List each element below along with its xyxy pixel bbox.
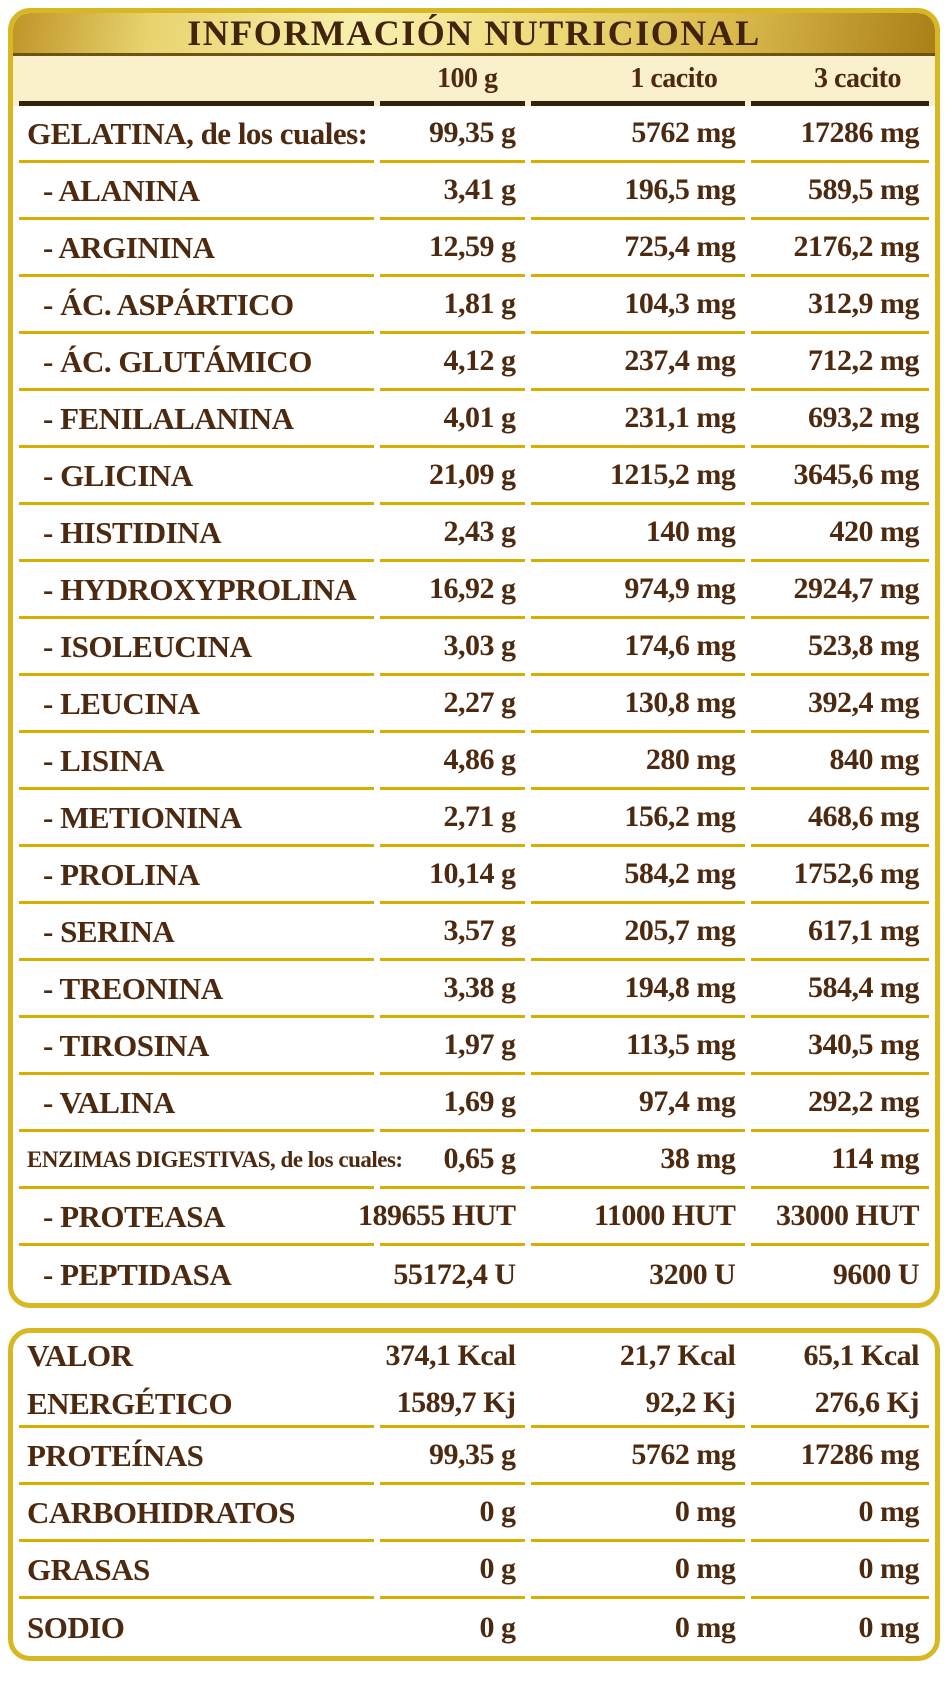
value-100g: 0 g — [380, 1485, 526, 1542]
value-3-cacito: 312,9 mg — [751, 277, 929, 334]
table-row — [13, 1599, 935, 1656]
value-1-cacito: 974,9 mg — [531, 562, 745, 619]
value-3-cacito: 2176,2 mg — [751, 220, 929, 277]
row-label: - HISTIDINA — [19, 505, 374, 562]
value-1-cacito: 205,7 mg — [531, 904, 745, 961]
value-3-cacito: 1752,6 mg — [751, 847, 929, 904]
row-label: - LISINA — [19, 733, 374, 790]
value-1-cacito: 584,2 mg — [531, 847, 745, 904]
table-row — [13, 847, 935, 904]
value-3-cacito: 840 mg — [751, 733, 929, 790]
value-100g: 99,35 g — [380, 1428, 526, 1485]
column-header-100g: 100 g — [380, 56, 526, 106]
table-row — [13, 733, 935, 790]
table-row — [13, 505, 935, 562]
table-row — [13, 1246, 935, 1303]
table-row — [13, 106, 935, 163]
value-3-cacito: 712,2 mg — [751, 334, 929, 391]
value-100g: 1,81 g — [380, 277, 526, 334]
value-1-cacito: 725,4 mg — [531, 220, 745, 277]
table-row — [13, 1018, 935, 1075]
value-3-cacito: 523,8 mg — [751, 619, 929, 676]
row-label: - VALINA — [19, 1075, 374, 1132]
value-3-cacito: 292,2 mg — [751, 1075, 929, 1132]
value-100g: 55172,4 U — [393, 1257, 516, 1291]
table-row — [13, 904, 935, 961]
value-100g: 3,57 g — [380, 904, 526, 961]
value-3-cacito: 114 mg — [751, 1132, 929, 1189]
panel-title-band — [13, 13, 935, 56]
table-row — [13, 1075, 935, 1132]
value-3-cacito: 2924,7 mg — [751, 562, 929, 619]
table-row — [13, 1132, 935, 1189]
table-row — [13, 448, 935, 505]
value-1-cacito: 104,3 mg — [531, 277, 745, 334]
value-1-cacito: 5762 mg — [531, 1428, 745, 1485]
value-100g: 4,12 g — [380, 334, 526, 391]
value-3-cacito: 392,4 mg — [751, 676, 929, 733]
value-1-cacito: 237,4 mg — [531, 334, 745, 391]
row-label: - GLICINA — [19, 448, 374, 505]
table-row — [13, 1542, 935, 1599]
row-label: - METIONINA — [19, 790, 374, 847]
table-row — [13, 1485, 935, 1542]
column-header-1-cacito: 1 cacito — [531, 56, 745, 106]
value-100g: 2,71 g — [380, 790, 526, 847]
value-3-cacito: 584,4 mg — [751, 961, 929, 1018]
table-row — [13, 1189, 935, 1246]
value-3-cacito: 589,5 mg — [751, 163, 929, 220]
row-label: VALOR ENERGÉTICO — [19, 1333, 374, 1428]
value-100g: 189655 HUT — [380, 1189, 526, 1246]
value-3-cacito: 0 mg — [858, 1610, 919, 1644]
value-1-cacito: 174,6 mg — [531, 619, 745, 676]
value-1-cacito: 113,5 mg — [531, 1018, 745, 1075]
value-3-cacito: 33000 HUT — [751, 1189, 929, 1246]
value-100g: 4,01 g — [380, 391, 526, 448]
value-1-cacito: 194,8 mg — [531, 961, 745, 1018]
value-3-cacito: 693,2 mg — [751, 391, 929, 448]
value-100g: 12,59 g — [380, 220, 526, 277]
row-label: - ARGININA — [19, 220, 374, 277]
column-header-3-cacito: 3 cacito — [751, 56, 929, 106]
table-row — [13, 220, 935, 277]
row-label: - PROLINA — [19, 847, 374, 904]
row-label: - ÁC. GLUTÁMICO — [19, 334, 374, 391]
value-1-cacito: 11000 HUT — [531, 1189, 745, 1246]
column-header-spacer — [19, 56, 374, 106]
composition-rows — [13, 106, 935, 1303]
row-label: - LEUCINA — [19, 676, 374, 733]
row-label: GRASAS — [19, 1542, 374, 1599]
panel-title: INFORMACIÓN NUTRICIONAL — [187, 13, 761, 53]
value-100g: 0 g — [380, 1542, 526, 1599]
row-label: - PROTEASA — [19, 1189, 374, 1246]
value-100g: 4,86 g — [380, 733, 526, 790]
value-1-cacito: 38 mg — [531, 1132, 745, 1189]
row-label: ENZIMAS DIGESTIVAS, de los cuales: — [19, 1132, 374, 1189]
value-1-cacito: 3200 U — [649, 1257, 736, 1291]
value-100g: 1,69 g — [380, 1075, 526, 1132]
value-1-cacito: 21,7 Kcal 92,2 Kj — [531, 1333, 745, 1428]
row-label: - ÁC. ASPÁRTICO — [19, 277, 374, 334]
value-3-cacito: 3645,6 mg — [751, 448, 929, 505]
value-3-cacito: 65,1 Kcal 276,6 Kj — [751, 1333, 929, 1428]
row-label: - FENILALANINA — [19, 391, 374, 448]
table-row — [13, 790, 935, 847]
row-label: - HYDROXYPROLINA — [19, 562, 374, 619]
row-label: PROTEÍNAS — [19, 1428, 374, 1485]
table-row — [13, 1428, 935, 1485]
column-header-row — [13, 56, 935, 106]
value-3-cacito: 17286 mg — [751, 1428, 929, 1485]
macros-panel — [8, 1328, 940, 1661]
table-row — [13, 277, 935, 334]
main-nutrition-panel — [8, 8, 940, 1308]
value-1-cacito: 5762 mg — [531, 106, 745, 163]
value-3-cacito: 17286 mg — [751, 106, 929, 163]
value-1-cacito: 0 mg — [531, 1485, 745, 1542]
value-1-cacito: 140 mg — [531, 505, 745, 562]
table-row — [13, 619, 935, 676]
value-100g: 2,27 g — [380, 676, 526, 733]
value-3-cacito: 9600 U — [832, 1257, 919, 1291]
value-3-cacito: 617,1 mg — [751, 904, 929, 961]
value-3-cacito: 420 mg — [751, 505, 929, 562]
value-100g: 374,1 Kcal 1589,7 Kj — [380, 1333, 526, 1428]
table-row — [13, 334, 935, 391]
value-1-cacito: 0 mg — [531, 1542, 745, 1599]
row-label: GELATINA, de los cuales: — [19, 106, 374, 163]
value-3-cacito: 0 mg — [751, 1485, 929, 1542]
value-100g: 3,38 g — [380, 961, 526, 1018]
value-3-cacito: 0 mg — [751, 1542, 929, 1599]
row-label: - SERINA — [19, 904, 374, 961]
value-3-cacito: 340,5 mg — [751, 1018, 929, 1075]
value-3-cacito: 468,6 mg — [751, 790, 929, 847]
value-1-cacito: 196,5 mg — [531, 163, 745, 220]
table-row — [13, 562, 935, 619]
value-1-cacito: 280 mg — [531, 733, 745, 790]
value-1-cacito: 231,1 mg — [531, 391, 745, 448]
value-100g: 3,41 g — [380, 163, 526, 220]
table-row — [13, 961, 935, 1018]
table-row — [13, 391, 935, 448]
value-100g: 2,43 g — [380, 505, 526, 562]
value-100g: 21,09 g — [380, 448, 526, 505]
value-100g: 0 g — [479, 1610, 516, 1644]
row-label: SODIO — [27, 1610, 125, 1645]
row-label: CARBOHIDRATOS — [19, 1485, 374, 1542]
row-label: - TREONINA — [19, 961, 374, 1018]
value-100g: 10,14 g — [380, 847, 526, 904]
value-100g: 1,97 g — [380, 1018, 526, 1075]
value-1-cacito: 97,4 mg — [531, 1075, 745, 1132]
value-1-cacito: 130,8 mg — [531, 676, 745, 733]
value-100g: 0,65 g — [380, 1132, 526, 1189]
value-1-cacito: 156,2 mg — [531, 790, 745, 847]
row-label: - ISOLEUCINA — [19, 619, 374, 676]
row-label: - TIROSINA — [19, 1018, 374, 1075]
value-1-cacito: 1215,2 mg — [531, 448, 745, 505]
table-row — [13, 676, 935, 733]
table-row — [13, 1333, 935, 1428]
macro-rows — [13, 1333, 935, 1656]
table-row — [13, 163, 935, 220]
row-label: - ALANINA — [19, 163, 374, 220]
value-100g: 99,35 g — [380, 106, 526, 163]
value-100g: 3,03 g — [380, 619, 526, 676]
value-1-cacito: 0 mg — [674, 1610, 736, 1644]
row-label: - PEPTIDASA — [43, 1257, 232, 1292]
value-100g: 16,92 g — [380, 562, 526, 619]
